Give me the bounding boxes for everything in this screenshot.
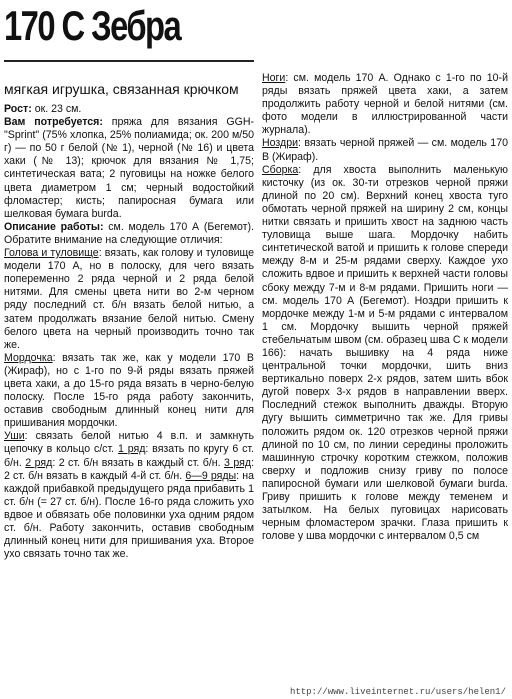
legs-label: Ноги <box>262 72 286 84</box>
legs-paragraph <box>262 72 508 137</box>
description-paragraph <box>4 221 254 247</box>
head-paragraph <box>4 247 254 352</box>
ears-paragraph <box>4 430 254 561</box>
source-url: http://www.liveinternet.ru/users/helen1/ <box>289 687 506 697</box>
ears-row-3: 3 ряд <box>224 456 252 469</box>
ears-text-4: : 2 ст. б/н вязать в каждый ст. б/н. <box>52 456 225 469</box>
description-text: см. модель 170 А (Бегемот). Обратите внимание на следующие отличия: <box>4 220 255 246</box>
needs-text: пряжа для вязания GGH-"Sprint" (75% хлопка, 25% полиамида; ок. 200 м/50 г) — по 50 г белой (№ 1), черной (№ 16) и цвета хаки (№ 13); крючок для вязания № 1,75; синтетическая вата; 2 пуговицы на ножке белого цвета диаметром 1 см; черный водостойкий фломастер; кисть; папиросная бумага или шелковая бумага burda. <box>4 116 254 220</box>
ears-row-4: 6—9 ряды <box>185 469 237 482</box>
right-column <box>262 72 508 543</box>
ears-text-2: с/ст. <box>93 443 118 456</box>
ears-text-1: : связать белой нитью 4 в.п. и замкнуть цепочку в кольцо <box>4 430 254 456</box>
nostrils-text: : вязать черной пряжей — см. модель 170 В (Жираф). <box>262 137 508 163</box>
muzzle-label: Мордочка <box>4 351 53 364</box>
page-title: 170 С Зебра <box>4 2 181 49</box>
assembly-paragraph <box>262 164 508 544</box>
ears-row-1: 1 ряд <box>117 443 146 456</box>
nostrils-label: Ноздри <box>262 137 299 150</box>
ears-text-3: : вязать по кругу 6 ст. б/н. <box>4 443 255 469</box>
size-label: Рост: <box>4 103 32 115</box>
needs-paragraph <box>4 116 254 221</box>
nostrils-paragraph <box>262 137 508 163</box>
assembly-label: Сборка <box>262 163 299 176</box>
left-column <box>4 72 254 561</box>
subtitle: мягкая игрушка, связанная крючком <box>4 81 239 97</box>
size-paragraph <box>4 103 254 116</box>
muzzle-paragraph <box>4 352 254 431</box>
description-label: Описание работы: <box>4 220 104 233</box>
size-text: ок. 23 см. <box>31 103 82 115</box>
ears-text-5: : 2 ст. б/н вязать в каждый 4-й ст. б/н. <box>4 456 255 482</box>
assembly-text: : для хвоста выполнить маленькую кисточку (из ок. 30-ти отрезков черной пряжи длиной по 20 см). Верхний конец хвоста туго обмотать черной пряжей на ширину 2 см, концы нитки связать и пришить хвост на заднюю часть туловища выше шага. Мордочку набить синтетической ватой и пришить к голове спереди между 8-м и 25-м рядами сверху. Каждое ухо сложить вдвое и пришить к верхней части головы сбоку между 7-м и 8-м рядами. Пришить ноги — см. модель 170 А (Бегемот). Ноздри пришить к мордочке между 1-м и 5-м рядами с интервалом 1 см. Мордочку вышить черной пряжей стебельчатым швом (см. образец шва С к модели 166): начать вышивку на 4 ряда ниже центральной точки мордочки, шить вниз вертикально поверх 2-х рядов, затем шить вбок дугой поверх 3-х рядов в направлении вверх. Последний стежок выполнить дважды. Вторую дугу вышить симметрично так же. Для гривы положить рядом ок. 120 отрезков черной пряжи длиной по 10 см, по линии середины проложить машинную строчку коротким стежком, положив сверху и подложив снизу гриву по полосе папиросной бумаги или шелковой бумаги burda. Гриву пришить к голове между теменем и затылком. На белых пуговицах нарисовать черным фломастером зрачки. Глаза пришить к голове у шва мордочки с интервалом 0,5 см <box>262 163 508 543</box>
needs-label: Вам потребуется: <box>4 116 103 129</box>
head-label: Голова и туловище <box>4 247 99 260</box>
muzzle-text: : вязать так же, как у модели 170 В (Жираф), но с 1-го по 9-й ряды вязать пряжей цвета хаки, а до 15-го ряда вязать в черно-белую полоску. После 15-го ряда работу закончить, оставив свободным длинный конец нити для пришивания мордочки. <box>4 351 254 430</box>
legs-text: : см. модель 170 А. Однако с 1-го по 10-й ряды вязать пряжей цвета хаки, а затем продолжить работу черной и белой нитями (см. фото модели в иллюстрированной части журнала). <box>262 72 508 137</box>
ears-row-2: 2 ряд <box>25 456 53 469</box>
title-underline <box>4 60 254 62</box>
ears-label: Уши <box>4 430 25 443</box>
ears-text-6: : на каждой прибавкой предыдущего ряда прибавить 1 ст. б/н (= 27 ст. б/н). После 16-го ряда сложить ухо вдвое и обвязать обе половинки уха одним рядом ст. б/н. Работу закончить, оставив свободным длинный конец нити для пришивания уха. Второе ухо связать точно так же. <box>4 469 254 561</box>
head-text: : вязать, как голову и туловище модели 170 А, но в полоску, для чего вязать попеременно 2 ряда черной и 2 ряда белой нитями. Для смены цвета нити во 2-м черном ряду последний ст. б/н вязать белой нитью, а затем продолжать вязание белой нитью. Смену белого цвета на черный производить точно так же. <box>4 247 254 351</box>
